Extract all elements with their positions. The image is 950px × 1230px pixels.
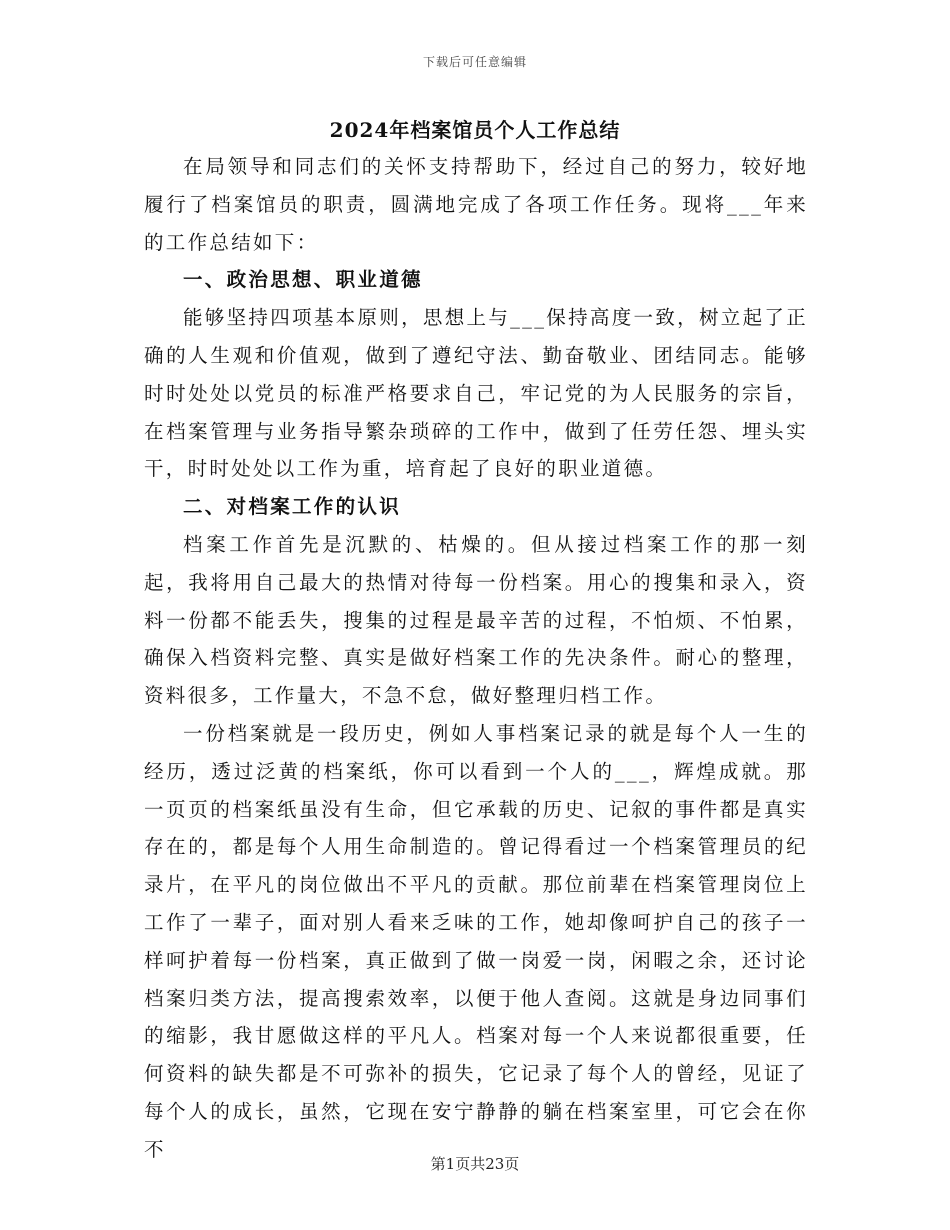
- section-heading-politics: 一、政治思想、职业道德: [183, 268, 423, 292]
- politics-paragraph: 能够坚持四项基本原则，思想上与___保持高度一致，树立起了正确的人生观和价值观，做到了遵纪守法、勤奋敬业、团结同志。能够时时处处以党员的标准严格要求自己，牢记党的为人民服务的宗旨，在档案管理与业务指导繁杂琐碎的工作中，做到了任劳任怨、埋头实干，时时处处以工作为重，培育起了良好的职业道德。: [144, 306, 808, 481]
- intro-paragraph: 在局领导和同志们的关怀支持帮助下，经过自己的努力，较好地履行了档案馆员的职责，圆满地完成了各项工作任务。现将___年来的工作总结如下：: [144, 155, 808, 254]
- document-title: 2024年档案馆员个人工作总结: [329, 118, 621, 142]
- page-number: 第1页共23页: [430, 1155, 520, 1173]
- archive-work-paragraph-2: 一份档案就是一段历史，例如人事档案记录的就是每个人一生的经历，透过泛黄的档案纸，你可以看到一个人的___，辉煌成就。那一页页的档案纸虽没有生命，但它承载的历史、记叙的事件都是真实存在的，都是每个人用生命制造的。曾记得看过一个档案管理员的纪录片，在平凡的岗位做出不平凡的贡献。那位前辈在档案管理岗位上工作了一辈子，面对别人看来乏味的工作，她却像呵护自己的孩子一样呵护着每一份档案，真正做到了做一岗爱一岗，闲暇之余，还讨论档案归类方法，提高搜索效率，以便于他人查阅。这就是身边同事们的缩影，我甘愿做这样的平凡人。档案对每一个人来说都很重要，任何资料的缺失都是不可弥补的损失，它记录了每个人的曾经，见证了每个人的成长，虽然，它现在安宁静静的躺在档案室里，可它会在你不: [144, 721, 808, 1161]
- page-header-note: 下载后可任意编辑: [422, 55, 527, 69]
- archive-work-paragraph-1: 档案工作首先是沉默的、枯燥的。但从接过档案工作的那一刻起，我将用自己最大的热情对待每一份档案。用心的搜集和录入，资料一份都不能丢失，搜集的过程是最辛苦的过程，不怕烦、不怕累，确保入档资料完整、真实是做好档案工作的先决条件。耐心的整理，资料很多，工作量大，不急不怠，做好整理归档工作。: [144, 532, 808, 708]
- section-heading-archive-work: 二、对档案工作的认识: [183, 495, 402, 519]
- document-body: [144, 148, 808, 1169]
